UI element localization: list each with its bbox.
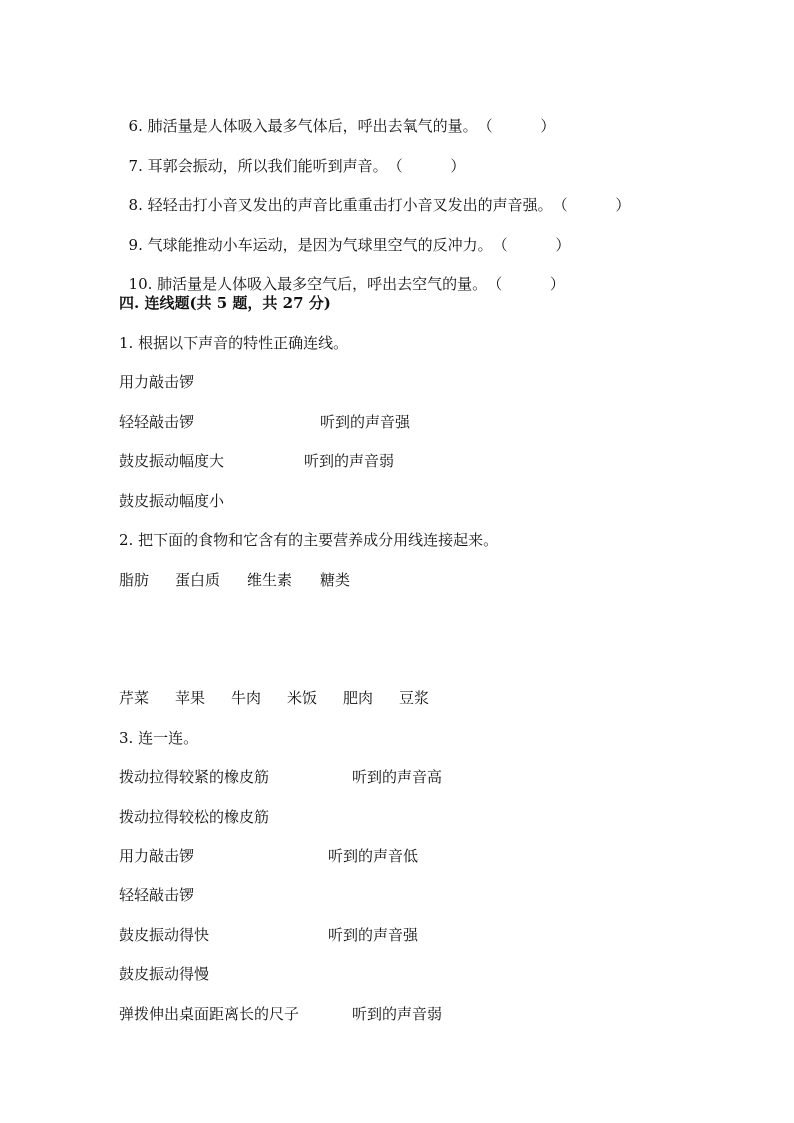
q3-right-item: 听到的声音强 [328,926,419,944]
answer-parentheses[interactable]: （ ） [487,275,565,293]
q3-right-item: 听到的声音低 [328,847,419,865]
q2-food: 芹菜 [119,689,150,707]
answer-parentheses[interactable]: （ ） [552,196,631,214]
judgement-item-7 [119,136,465,176]
q3-left-item: 鼓皮振动得慢 [119,965,210,983]
q2-nutrient: 维生素 [247,571,293,589]
q2-food: 豆浆 [399,689,430,707]
q1-right-item: 听到的声音弱 [304,452,395,470]
judgement-text: 8. 轻轻击打小音叉发出的声音比重重击打小音叉发出的声音强。 [128,196,553,214]
q3-left-item: 弹拨伸出桌面距离长的尺子 [119,1005,300,1023]
judgement-text: 7. 耳郭会振动，所以我们能听到声音。 [128,157,388,175]
q2-food: 肥肉 [343,689,374,707]
q3-right-item: 听到的声音弱 [352,1005,443,1023]
question-prompt-1: 1. 根据以下声音的特性正确连线。 [119,334,349,352]
q1-left-item: 轻轻敲击锣 [119,413,195,431]
answer-parentheses[interactable]: （ ） [492,236,571,254]
q1-left-item: 鼓皮振动幅度小 [119,492,225,510]
judgement-text: 6. 肺活量是人体吸入最多气体后，呼出去氧气的量。 [128,117,478,135]
q3-left-item: 拨动拉得较紧的橡皮筋 [119,768,270,786]
q3-left-item: 轻轻敲击锣 [119,886,195,904]
q2-nutrient: 脂肪 [119,571,150,589]
q2-nutrient: 蛋白质 [175,571,221,589]
judgement-item-8 [119,175,630,215]
answer-parentheses[interactable]: （ ） [387,157,466,175]
q3-left-item: 拨动拉得较松的橡皮筋 [119,808,270,826]
q2-nutrient: 糖类 [320,571,351,589]
question-prompt-3: 3. 连一连。 [119,729,199,747]
section-title: 四. 连线题(共 5 题，共 27 分) [119,294,331,312]
q2-food: 米饭 [287,689,318,707]
judgement-text: 10. 肺活量是人体吸入最多空气后，呼出去空气的量。 [128,275,488,293]
q1-left-item: 用力敲击锣 [119,373,195,391]
q2-food: 牛肉 [231,689,262,707]
judgement-text: 9. 气球能推动小车运动，是因为气球里空气的反冲力。 [128,236,493,254]
judgement-item-10 [119,254,565,294]
q1-right-item: 听到的声音强 [320,413,411,431]
answer-parentheses[interactable]: （ ） [477,117,556,135]
judgement-item-6 [119,96,555,136]
q3-left-item: 用力敲击锣 [119,847,195,865]
q3-right-item: 听到的声音高 [352,768,443,786]
q2-food: 苹果 [175,689,206,707]
q1-left-item: 鼓皮振动幅度大 [119,452,225,470]
judgement-item-9 [119,215,570,255]
q3-left-item: 鼓皮振动得快 [119,926,210,944]
question-prompt-2: 2. 把下面的食物和它含有的主要营养成分用线连接起来。 [119,531,499,549]
